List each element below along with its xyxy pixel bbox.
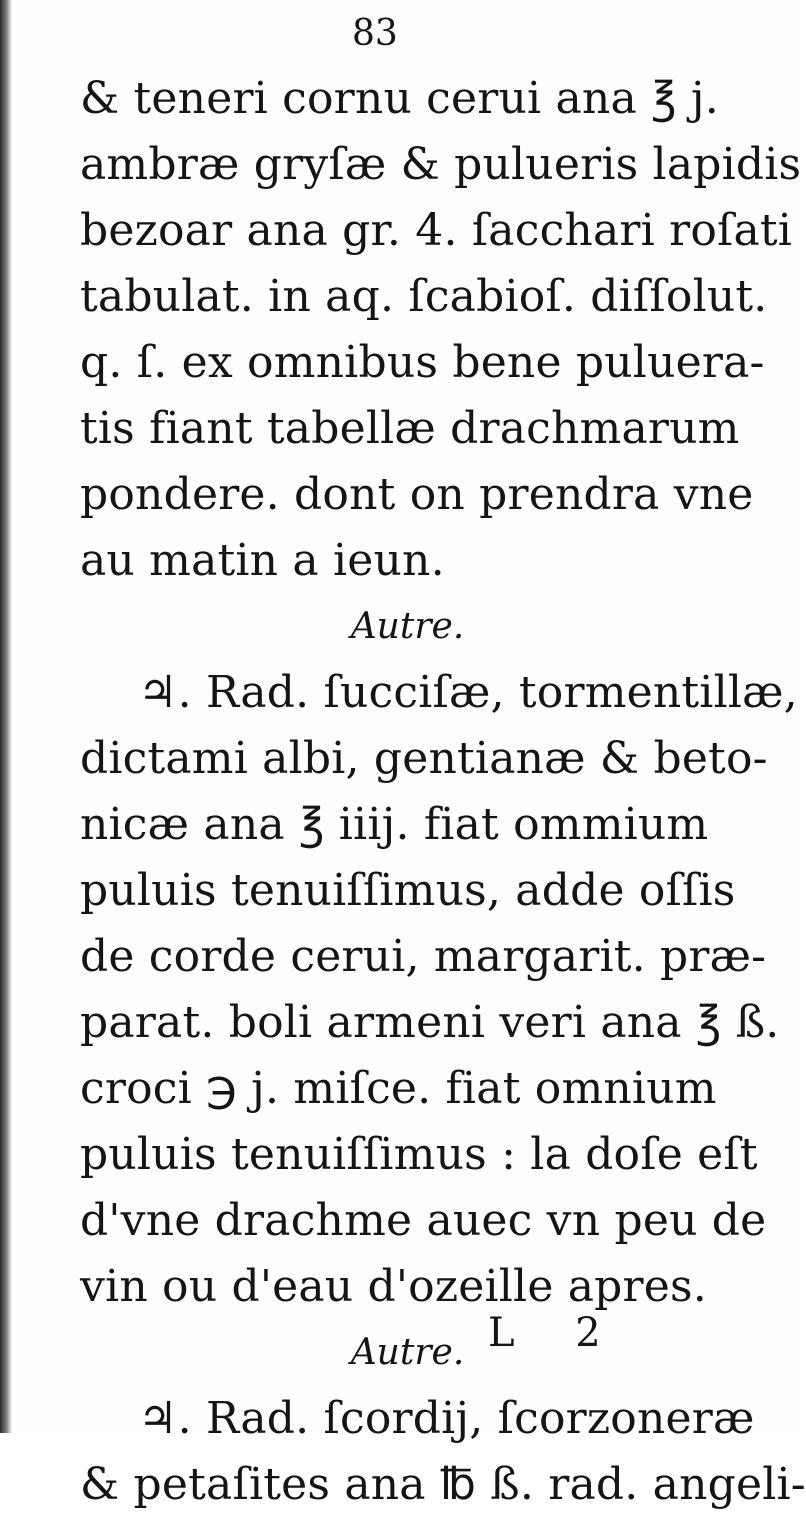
text-line: tabulat. in aq. ſcabioſ. diſſolut. bbox=[80, 271, 768, 322]
text-line: dictami albi, gentianæ & beto- bbox=[80, 733, 768, 784]
text-line: q. ſ. ex omnibus bene puluera- bbox=[80, 337, 765, 388]
text-line: & teneri cornu cerui ana ℥ j. bbox=[80, 73, 719, 124]
text-line: pondere. dont on prendra vne bbox=[80, 469, 754, 520]
text-line: puluis tenuiſſimus : la doſe eſt bbox=[80, 1129, 758, 1180]
section-heading: Autre. bbox=[350, 606, 465, 647]
text-line: ♃. Rad. ſcordij, ſcorzoneræ bbox=[138, 1393, 755, 1444]
text-line: au matin a ieun. bbox=[80, 535, 445, 586]
section-heading: Autre. bbox=[350, 1332, 465, 1373]
text-line: parat. boli armeni veri ana ℥ ß. bbox=[80, 997, 780, 1048]
text-line: de corde cerui, margarit. præ- bbox=[80, 931, 767, 982]
text-line: nicæ ana ℥ iiij. fiat ommium bbox=[80, 799, 709, 850]
text-line: croci ℈ j. miſce. fiat omnium bbox=[80, 1063, 717, 1114]
text-line: d'vne drachme auec vn peu de bbox=[80, 1195, 767, 1246]
page-binding-shadow bbox=[0, 0, 12, 1433]
text-line: ambræ gryſæ & pulueris lapidis bbox=[80, 139, 802, 190]
page-number: 83 bbox=[352, 13, 398, 54]
text-line: ♃. Rad. ſucciſæ, tormentillæ, bbox=[138, 667, 798, 718]
signature-mark: L 2 bbox=[488, 1310, 625, 1356]
text-block bbox=[80, 66, 806, 1518]
text-line: tis fiant tabellæ drachmarum bbox=[80, 403, 740, 454]
text-line: vin ou d'eau d'ozeille apres. bbox=[80, 1261, 707, 1312]
text-line: puluis tenuiſſimus, adde oſſis bbox=[80, 865, 736, 916]
text-line: bezoar ana gr. 4. ſacchari roſati bbox=[80, 205, 793, 256]
text-line: & petaſites ana ℔ ß. rad. angeli- bbox=[80, 1459, 806, 1510]
